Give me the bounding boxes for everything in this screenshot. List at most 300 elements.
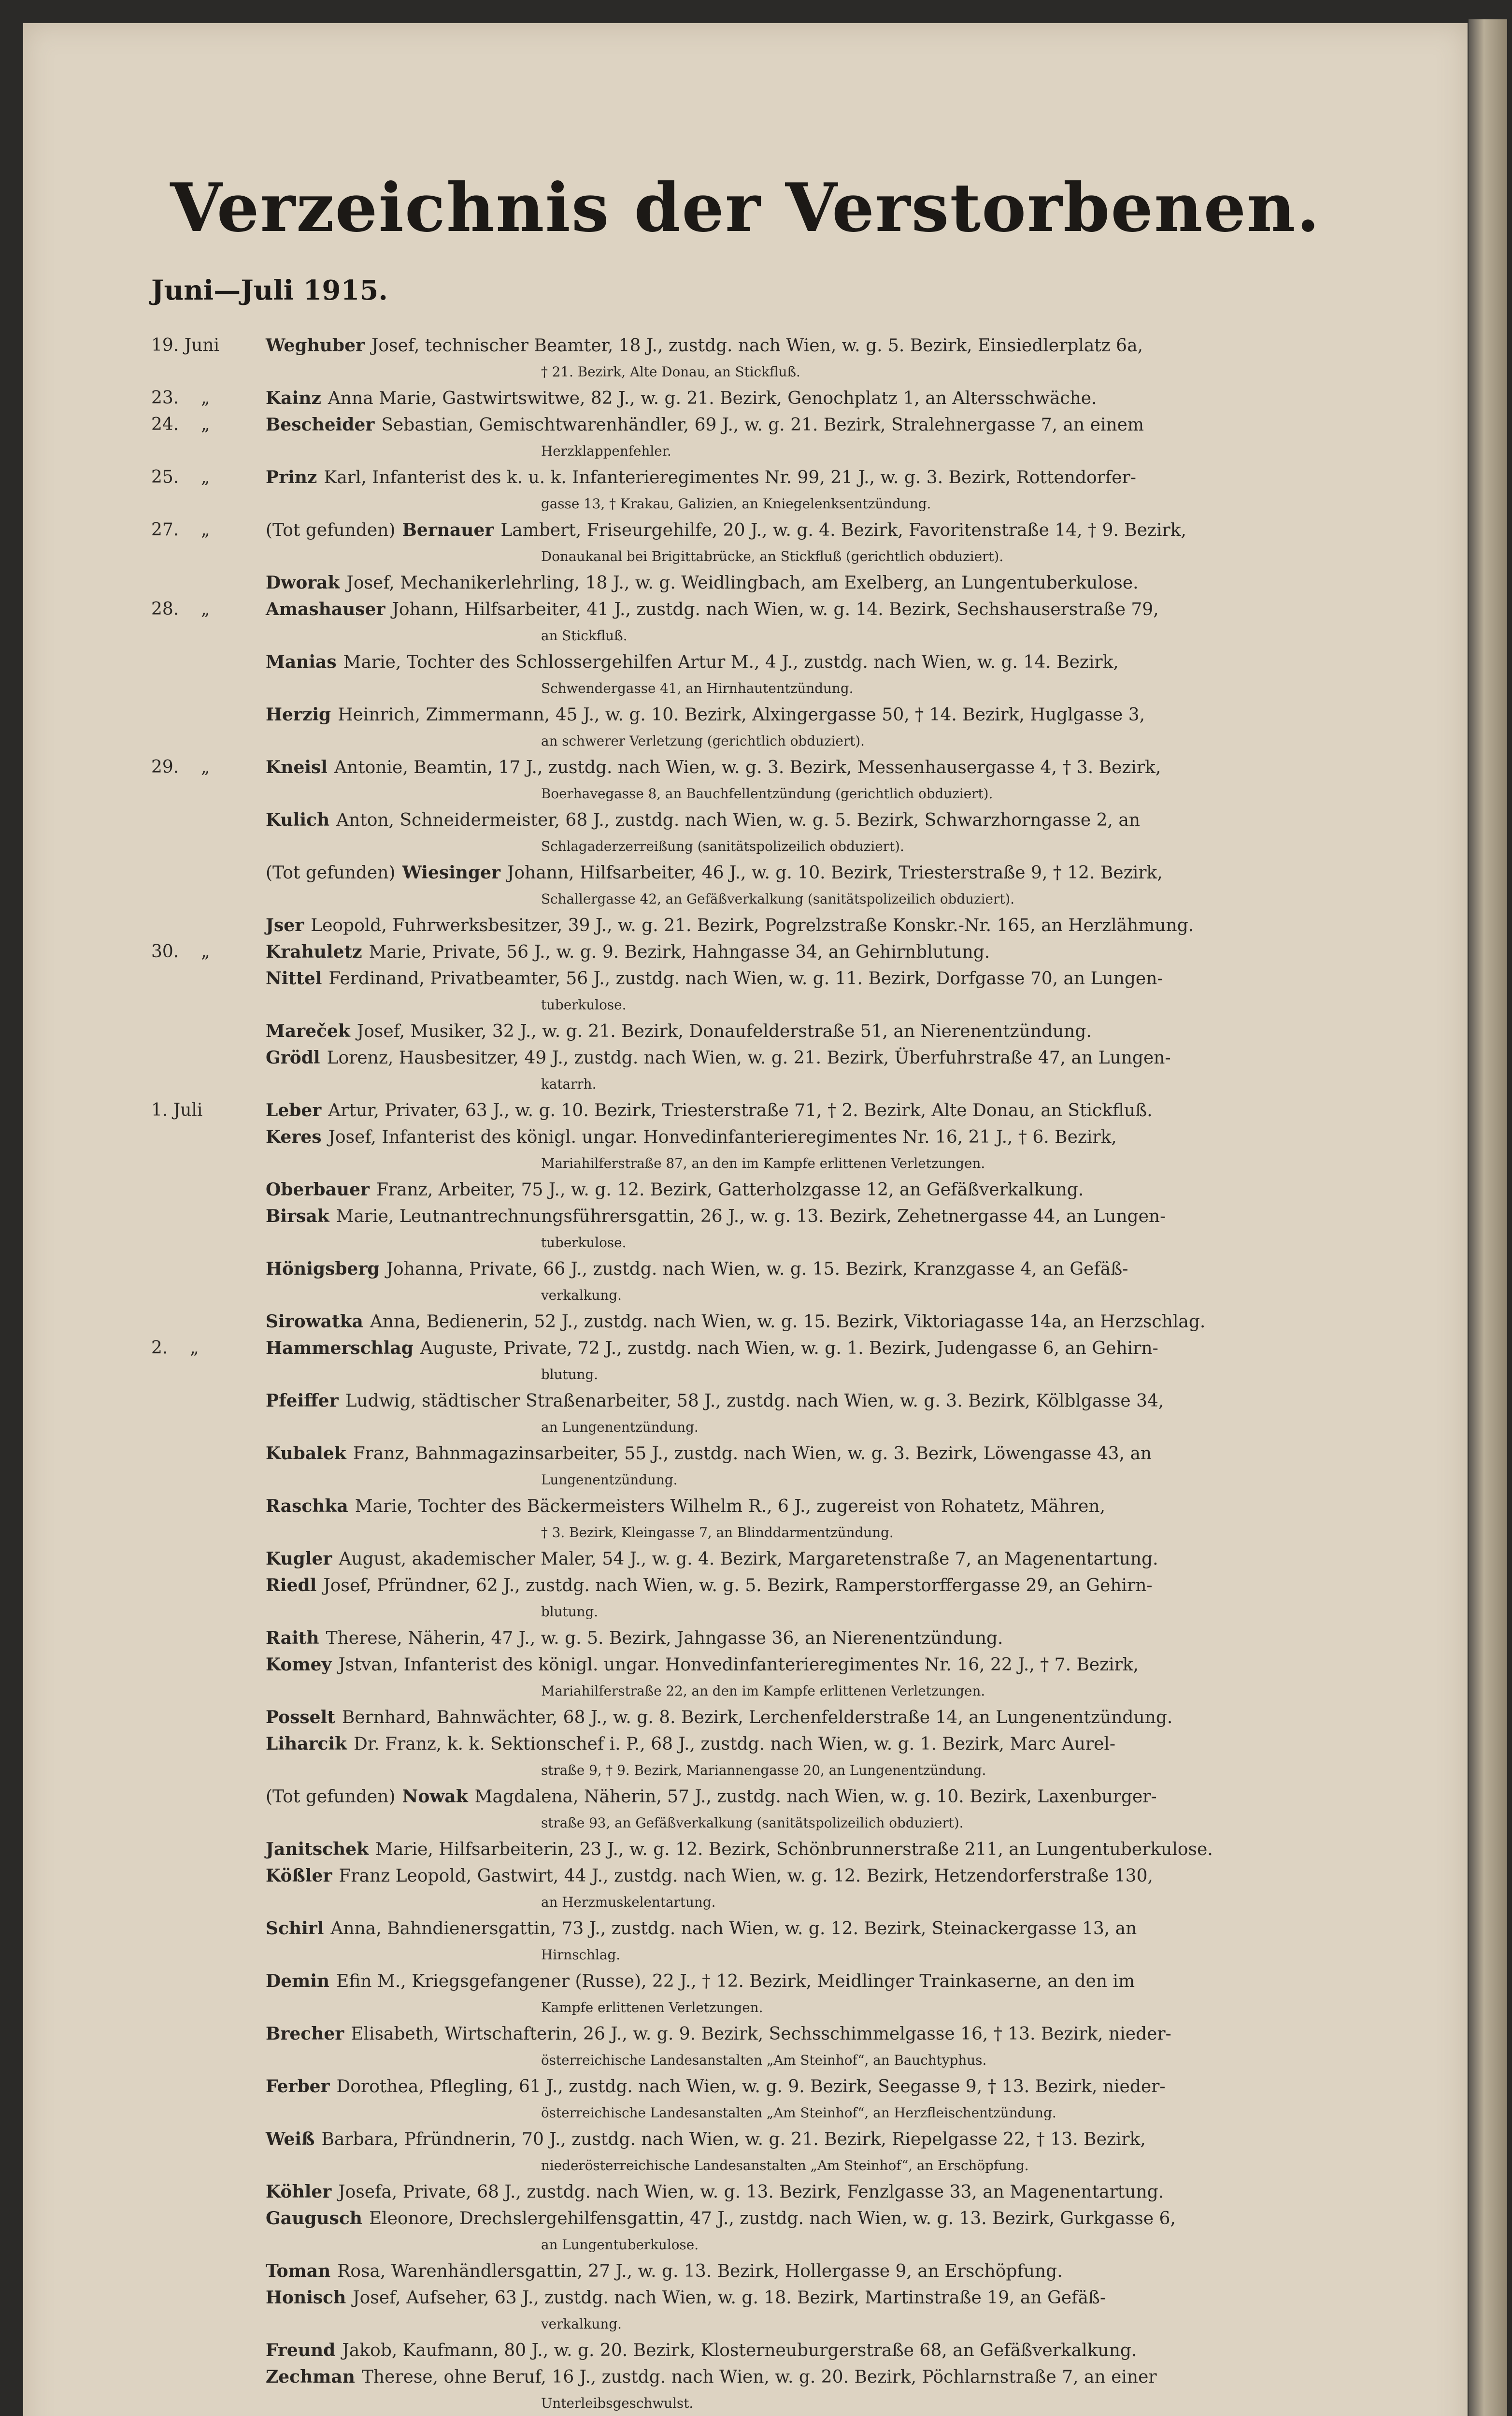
entry-text: an Herzmuskelentartung. <box>541 1894 716 1910</box>
entry-surname: Riedl <box>266 1575 317 1596</box>
entry-body <box>266 385 1472 412</box>
entry-surname: Leber <box>266 1100 322 1121</box>
entry-line <box>266 2021 1472 2047</box>
entry-surname: Schirl <box>266 1918 324 1939</box>
entry-line <box>266 332 1472 359</box>
entry-text: Sebastian, Gemischtwarenhändler, 69 J., w. g. 21. Bezirk, Stralehnergasse 7, an einem <box>381 415 1144 435</box>
entry-date: 25. „ <box>151 467 210 487</box>
list-item <box>151 912 1472 939</box>
list-item <box>151 965 1472 1018</box>
entry-line <box>266 807 1472 834</box>
entry-body <box>266 1309 1472 1335</box>
entry-text: Ferdinand, Privatbeamter, 56 J., zustdg. nach Wien, w. g. 11. Bezirk, Dorfgasse 70, an Lungen- <box>328 969 1163 989</box>
entry-body <box>266 2126 1472 2179</box>
entry-line <box>266 1599 1472 1625</box>
period-subheading: Juni—Juli 1915. <box>151 274 388 306</box>
entry-surname: Wiesinger <box>402 863 501 883</box>
entry-line <box>266 992 1472 1018</box>
entry-surname: Honisch <box>266 2287 346 2308</box>
entry-body <box>266 2205 1472 2258</box>
entry-text: Hirnschlag. <box>541 1947 621 1963</box>
entry-surname: Freund <box>266 2340 336 2360</box>
entry-surname: Bernauer <box>402 520 494 540</box>
entry-text: Johann, Hilfsarbeiter, 41 J., zustdg. nach Wien, w. g. 14. Bezirk, Sechshauserstraße 79, <box>392 600 1159 619</box>
entry-line <box>266 834 1472 860</box>
entry-date: 2. „ <box>151 1338 199 1358</box>
entry-line <box>266 1757 1472 1783</box>
entry-surname: Hammerschlag <box>266 1338 414 1358</box>
entry-line <box>266 1863 1472 1889</box>
entry-surname: Sirowatka <box>266 1311 363 1332</box>
entry-line <box>266 1915 1472 1942</box>
entry-line <box>266 1783 1472 1810</box>
entry-text: an Lungentuberkulose. <box>541 2237 699 2253</box>
entry-text: Marie, Leutnantrechnungsführersgattin, 26 J., w. g. 13. Bezirk, Zehetnergasse 44, an Lungen- <box>336 1207 1166 1226</box>
entry-line <box>266 676 1472 702</box>
entry-body <box>266 1968 1472 2021</box>
entry-line <box>266 1018 1472 1045</box>
entry-surname: Keres <box>266 1127 322 1147</box>
entry-surname: Birsak <box>266 1206 329 1226</box>
entry-surname: Kainz <box>266 388 321 408</box>
entry-body <box>266 1045 1472 1097</box>
entry-line <box>266 1440 1472 1467</box>
entry-line <box>266 649 1472 676</box>
entry-body <box>266 2285 1472 2337</box>
entry-body <box>266 2258 1472 2285</box>
entry-text: Therese, ohne Beruf, 16 J., zustdg. nach Wien, w. g. 20. Bezirk, Pöchlarnstraße 7, an einer <box>361 2367 1157 2387</box>
list-item <box>151 1731 1472 1783</box>
entry-body <box>266 702 1472 754</box>
entry-line <box>266 728 1472 754</box>
entry-line <box>266 517 1472 544</box>
entry-line <box>266 2285 1472 2311</box>
entry-body <box>266 570 1472 596</box>
death-register-list <box>151 332 1472 2416</box>
entry-text: katarrh. <box>541 1076 597 1092</box>
list-item <box>151 1704 1472 1731</box>
entry-body <box>266 1731 1472 1783</box>
entry-surname: Brecher <box>266 2024 344 2044</box>
entry-line <box>266 2047 1472 2073</box>
entry-surname: Gaugusch <box>266 2208 362 2229</box>
entry-line <box>266 1177 1472 1203</box>
entry-text: tuberkulose. <box>541 997 627 1013</box>
entry-line <box>266 781 1472 807</box>
list-item <box>151 807 1472 860</box>
entry-body <box>266 1652 1472 1704</box>
entry-text: Barbara, Pfründnerin, 70 J., zustdg. nach Wien, w. g. 21. Bezirk, Riepelgasse 22, † 13. Bezirk, <box>321 2129 1146 2149</box>
entry-text: † 21. Bezirk, Alte Donau, an Stickfluß. <box>541 364 800 380</box>
entry-text: blutung. <box>541 1604 599 1620</box>
entry-text: Leopold, Fuhrwerksbesitzer, 39 J., w. g. 21. Bezirk, Pogrelzstraße Konskr.-Nr. 165, an Herzlähmung. <box>311 916 1194 935</box>
list-item <box>151 2337 1472 2364</box>
list-item <box>151 1783 1472 1836</box>
entry-text: Mariahilferstraße 22, an den im Kampfe erlittenen Verletzungen. <box>541 1683 985 1699</box>
entry-line <box>266 1942 1472 1968</box>
entry-body <box>266 1203 1472 1256</box>
list-item <box>151 1915 1472 1968</box>
list-item <box>151 1018 1472 1045</box>
entry-text: Marie, Tochter des Schlossergehilfen Artur M., 4 J., zustdg. nach Wien, w. g. 14. Bezirk, <box>343 652 1119 672</box>
entry-surname: Raschka <box>266 1496 348 1516</box>
entry-body <box>266 2337 1472 2364</box>
entry-text: Johanna, Private, 66 J., zustdg. nach Wien, w. g. 15. Bezirk, Kranzgasse 4, an Gefäß- <box>386 1259 1128 1279</box>
entry-text: Anna Marie, Gastwirtswitwe, 82 J., w. g. 21. Bezirk, Genochplatz 1, an Altersschwäche. <box>328 388 1097 408</box>
entry-surname: Manias <box>266 652 337 672</box>
entry-line <box>266 2179 1472 2205</box>
entry-surname: Kößler <box>266 1866 332 1886</box>
entry-text: Jstvan, Infanterist des königl. ungar. Honvedinfanterieregimentes Nr. 16, 22 J., † 7. Bezirk, <box>338 1655 1139 1675</box>
entry-date: 23. „ <box>151 388 210 408</box>
entry-text: Kampfe erlittenen Verletzungen. <box>541 1999 763 2015</box>
entry-surname: Amashauser <box>266 599 385 619</box>
entry-line <box>266 1889 1472 1915</box>
entry-line <box>266 860 1472 886</box>
entry-surname: Kugler <box>266 1549 332 1569</box>
entry-surname: Herzig <box>266 705 331 725</box>
entry-text: Karl, Infanterist des k. u. k. Infanterieregimentes Nr. 99, 21 J., w. g. 3. Bezirk, Rottendorfer- <box>324 468 1136 488</box>
entry-surname: Posselt <box>266 1707 335 1727</box>
entry-text: an schwerer Verletzung (gerichtlich obduziert). <box>541 733 865 749</box>
entry-body <box>266 1177 1472 1203</box>
entry-surname: Nowak <box>402 1786 468 1807</box>
entry-text: Josefa, Private, 68 J., zustdg. nach Wien, w. g. 13. Bezirk, Fenzlgasse 33, an Magenentartung. <box>338 2182 1164 2202</box>
entry-line <box>266 1546 1472 1572</box>
list-item <box>151 2364 1472 2416</box>
entry-text: Schwendergasse 41, an Hirnhautentzündung. <box>541 680 854 696</box>
entry-surname: Kulich <box>266 810 330 830</box>
entry-line <box>266 1467 1472 1493</box>
entry-body <box>266 1256 1472 1309</box>
entry-text: Johann, Hilfsarbeiter, 46 J., w. g. 10. Bezirk, Triesterstraße 9, † 12. Bezirk, <box>507 863 1163 883</box>
entry-line <box>266 1309 1472 1335</box>
list-item <box>151 570 1472 596</box>
entry-text: tuberkulose. <box>541 1235 627 1251</box>
entry-surname: Janitschek <box>266 1839 369 1859</box>
entry-surname: Ferber <box>266 2076 330 2097</box>
entry-line <box>266 1625 1472 1652</box>
entry-text: Anna, Bedienerin, 52 J., zustdg. nach Wien, w. g. 15. Bezirk, Viktoriagasse 14a, an Herzschlag. <box>370 1312 1206 1332</box>
entry-line <box>266 1652 1472 1678</box>
entry-body <box>266 1440 1472 1493</box>
entry-body <box>266 807 1472 860</box>
list-item <box>151 860 1472 912</box>
entry-body <box>266 412 1472 464</box>
entry-line <box>266 1968 1472 1995</box>
entry-body <box>266 517 1472 570</box>
entry-line <box>266 570 1472 596</box>
entry-text: Franz, Bahnmagazinsarbeiter, 55 J., zustdg. nach Wien, w. g. 3. Bezirk, Löwengasse 43, an <box>353 1444 1152 1464</box>
entry-body <box>266 332 1472 385</box>
list-item <box>151 2179 1472 2205</box>
entry-line <box>266 1282 1472 1309</box>
entry-line <box>266 1704 1472 1731</box>
entry-text: Josef, Mechanikerlehrling, 18 J., w. g. Weidlingbach, am Exelberg, an Lungentuberkulose. <box>346 573 1139 593</box>
entry-text: Josef, Musiker, 32 J., w. g. 21. Bezirk, Donaufelderstraße 51, an Nierenentzündung. <box>357 1021 1092 1041</box>
entry-body <box>266 860 1472 912</box>
entry-body <box>266 1704 1472 1731</box>
entry-line <box>266 2232 1472 2258</box>
entry-text: verkalkung. <box>541 1287 622 1303</box>
entry-body <box>266 649 1472 702</box>
list-item <box>151 754 1472 807</box>
entry-body <box>266 1572 1472 1625</box>
entry-text: Bernhard, Bahnwächter, 68 J., w. g. 8. Bezirk, Lerchenfelderstraße 14, an Lungenentzündung. <box>342 1708 1173 1727</box>
entry-line <box>266 1097 1472 1124</box>
entry-body <box>266 1388 1472 1440</box>
entry-body <box>266 1335 1472 1388</box>
list-item <box>151 2205 1472 2258</box>
entry-text: Lambert, Friseurgehilfe, 20 J., w. g. 4. Bezirk, Favoritenstraße 14, † 9. Bezirk, <box>500 520 1186 540</box>
entry-surname: Toman <box>266 2261 331 2281</box>
entry-line <box>266 2390 1472 2416</box>
list-item <box>151 332 1472 385</box>
entry-line <box>266 1203 1472 1230</box>
entry-text: Heinrich, Zimmermann, 45 J., w. g. 10. Bezirk, Alxingergasse 50, † 14. Bezirk, Huglgasse 3, <box>338 705 1145 725</box>
entry-body <box>266 464 1472 517</box>
entry-body <box>266 1546 1472 1572</box>
entry-text: Rosa, Warenhändlersgattin, 27 J., w. g. 13. Bezirk, Hollergasse 9, an Erschöpfung. <box>337 2261 1063 2281</box>
entry-text: an Stickfluß. <box>541 628 628 644</box>
entry-line <box>266 1414 1472 1440</box>
entry-line <box>266 2311 1472 2337</box>
entry-line <box>266 2153 1472 2179</box>
entry-line <box>266 754 1472 781</box>
entry-text: österreichische Landesanstalten „Am Steinhof“, an Herzfleischentzündung. <box>541 2105 1056 2121</box>
entry-note: (Tot gefunden) <box>266 1787 396 1807</box>
entry-line <box>266 1810 1472 1836</box>
entry-text: Josef, Infanterist des königl. ungar. Honvedinfanterieregimentes Nr. 16, 21 J., † 6. Bezirk, <box>328 1127 1117 1147</box>
entry-line <box>266 385 1472 412</box>
entry-line <box>266 1572 1472 1599</box>
entry-text: Marie, Tochter des Bäckermeisters Wilhelm R., 6 J., zugereist von Rohatetz, Mähren, <box>355 1496 1106 1516</box>
list-item <box>151 1440 1472 1493</box>
entry-body <box>266 2179 1472 2205</box>
entry-line <box>266 491 1472 517</box>
entry-surname: Kubalek <box>266 1443 346 1464</box>
list-item <box>151 1863 1472 1915</box>
entry-text: Franz Leopold, Gastwirt, 44 J., zustdg. nach Wien, w. g. 12. Bezirk, Hetzendorferstraße 130, <box>339 1866 1153 1886</box>
entry-surname: Oberbauer <box>266 1179 370 1200</box>
entry-text: niederösterreichische Landesanstalten „Am Steinhof“, an Erschöpfung. <box>541 2157 1029 2173</box>
entry-surname: Jser <box>266 915 304 935</box>
list-item <box>151 1335 1472 1388</box>
entry-line <box>266 1388 1472 1414</box>
list-item <box>151 1124 1472 1177</box>
entry-surname: Prinz <box>266 467 317 488</box>
entry-body <box>266 939 1472 965</box>
entry-line <box>266 1995 1472 2021</box>
entry-text: Antonie, Beamtin, 17 J., zustdg. nach Wien, w. g. 3. Bezirk, Messenhausergasse 4, † 3. Bezirk, <box>334 758 1161 777</box>
entry-body <box>266 1097 1472 1124</box>
entry-body <box>266 1863 1472 1915</box>
entry-text: Marie, Hilfsarbeiterin, 23 J., w. g. 12. Bezirk, Schönbrunnerstraße 211, an Lungentuberkulose. <box>375 1840 1213 1859</box>
entry-text: Ludwig, städtischer Straßenarbeiter, 58 J., zustdg. nach Wien, w. g. 3. Bezirk, Kölblgasse 34, <box>345 1391 1164 1411</box>
entry-line <box>266 1678 1472 1704</box>
entry-text: straße 93, an Gefäßverkalkung (sanitätspolizeilich obduziert). <box>541 1815 964 1831</box>
entry-text: Josef, Aufseher, 63 J., zustdg. nach Wien, w. g. 18. Bezirk, Martinstraße 19, an Gefäß- <box>353 2288 1106 2308</box>
entry-text: Mariahilferstraße 87, an den im Kampfe erlittenen Verletzungen. <box>541 1155 985 1171</box>
list-item <box>151 1836 1472 1863</box>
entry-line <box>266 2100 1472 2126</box>
entry-text: Dr. Franz, k. k. Sektionschef i. P., 68 J., zustdg. nach Wien, w. g. 1. Bezirk, Marc Aurel- <box>354 1734 1116 1754</box>
entry-line <box>266 544 1472 570</box>
entry-line <box>266 1256 1472 1282</box>
entry-text: Lungenentzündung. <box>541 1472 678 1488</box>
entry-body <box>266 1493 1472 1546</box>
entry-date: 1. Juli <box>151 1100 203 1120</box>
list-item <box>151 2285 1472 2337</box>
entry-body <box>266 1625 1472 1652</box>
entry-text: gasse 13, † Krakau, Galizien, an Kniegelenksentzündung. <box>541 496 931 512</box>
entry-text: Magdalena, Näherin, 57 J., zustdg. nach Wien, w. g. 10. Bezirk, Laxenburger- <box>474 1787 1157 1807</box>
entry-line <box>266 1520 1472 1546</box>
entry-surname: Krahuletz <box>266 942 362 962</box>
entry-text: August, akademischer Maler, 54 J., w. g. 4. Bezirk, Margaretenstraße 7, an Magenentartung. <box>339 1549 1158 1569</box>
entry-text: Elisabeth, Wirtschafterin, 26 J., w. g. 9. Bezirk, Sechsschimmelgasse 16, † 13. Bezirk, nieder- <box>351 2024 1171 2044</box>
entry-surname: Mareček <box>266 1021 350 1041</box>
entry-body <box>266 1018 1472 1045</box>
entry-text: Schlagaderzerreißung (sanitätspolizeilich obduziert). <box>541 838 904 854</box>
entry-line <box>266 2073 1472 2100</box>
entry-body <box>266 1783 1472 1836</box>
entry-line <box>266 2205 1472 2232</box>
list-item <box>151 385 1472 412</box>
entry-body <box>266 2364 1472 2416</box>
entry-text: † 3. Bezirk, Kleingasse 7, an Blinddarmentzündung. <box>541 1524 894 1540</box>
list-item <box>151 1652 1472 1704</box>
entry-text: Efin M., Kriegsgefangener (Russe), 22 J., † 12. Bezirk, Meidlinger Trainkaserne, an den im <box>336 1971 1135 1991</box>
entry-surname: Grödl <box>266 1048 320 1068</box>
entry-text: Marie, Private, 56 J., w. g. 9. Bezirk, Hahngasse 34, an Gehirnblutung. <box>369 942 990 962</box>
entry-date: 28. „ <box>151 599 210 619</box>
entry-line <box>266 1230 1472 1256</box>
entry-surname: Weghuber <box>266 335 365 356</box>
entry-text: Boerhavegasse 8, an Bauchfellentzündung (gerichtlich obduziert). <box>541 786 993 802</box>
entry-line <box>266 623 1472 649</box>
entry-surname: Hönigsberg <box>266 1259 380 1279</box>
entry-text: blutung. <box>541 1366 599 1382</box>
entry-line <box>266 965 1472 992</box>
entry-text: Unterleibsgeschwulst. <box>541 2395 694 2411</box>
list-item <box>151 1625 1472 1652</box>
entry-body <box>266 965 1472 1018</box>
entry-body <box>266 2073 1472 2126</box>
entry-body <box>266 1836 1472 1863</box>
entry-line <box>266 1071 1472 1097</box>
entry-line <box>266 1124 1472 1150</box>
entry-line <box>266 702 1472 728</box>
list-item <box>151 2073 1472 2126</box>
book-edge <box>1469 19 1507 2416</box>
list-item <box>151 1388 1472 1440</box>
entry-body <box>266 2021 1472 2073</box>
entry-text: Lorenz, Hausbesitzer, 49 J., zustdg. nach Wien, w. g. 21. Bezirk, Überfuhrstraße 47, an Lungen- <box>327 1048 1171 1068</box>
list-item <box>151 1097 1472 1124</box>
entry-body <box>266 912 1472 939</box>
entry-surname: Zechman <box>266 2367 355 2387</box>
entry-line <box>266 1150 1472 1177</box>
entry-line <box>266 1335 1472 1362</box>
entry-text: straße 9, † 9. Bezirk, Mariannengasse 20, an Lungenentzündung. <box>541 1762 986 1778</box>
entry-line <box>266 1836 1472 1863</box>
entry-line <box>266 2258 1472 2285</box>
list-item <box>151 1203 1472 1256</box>
list-item <box>151 517 1472 570</box>
entry-body <box>266 1124 1472 1177</box>
entry-date: 30. „ <box>151 942 210 962</box>
entry-surname: Kneisl <box>266 757 328 777</box>
list-item <box>151 1045 1472 1097</box>
entry-line <box>266 939 1472 965</box>
list-item <box>151 1493 1472 1546</box>
entry-date: 19. Juni <box>151 335 220 355</box>
document-page <box>23 23 1468 2416</box>
entry-line <box>266 438 1472 464</box>
entry-body <box>266 754 1472 807</box>
entry-surname: Liharcik <box>266 1734 347 1754</box>
entry-line <box>266 2337 1472 2364</box>
list-item <box>151 2126 1472 2179</box>
entry-text: Auguste, Private, 72 J., zustdg. nach Wien, w. g. 1. Bezirk, Judengasse 6, an Gehirn- <box>420 1338 1158 1358</box>
entry-date: 29. „ <box>151 757 210 777</box>
entry-line <box>266 1045 1472 1071</box>
entry-surname: Nittel <box>266 968 322 989</box>
list-item <box>151 1546 1472 1572</box>
entry-text: österreichische Landesanstalten „Am Steinhof“, an Bauchtyphus. <box>541 2052 987 2068</box>
entry-surname: Köhler <box>266 2182 332 2202</box>
entry-line <box>266 464 1472 491</box>
entry-body <box>266 596 1472 649</box>
list-item <box>151 412 1472 464</box>
entry-surname: Raith <box>266 1628 319 1648</box>
list-item <box>151 2021 1472 2073</box>
entry-text: Jakob, Kaufmann, 80 J., w. g. 20. Bezirk, Klosterneuburgerstraße 68, an Gefäßverkalkung. <box>342 2341 1137 2360</box>
entry-line <box>266 912 1472 939</box>
entry-text: an Lungenentzündung. <box>541 1419 699 1435</box>
entry-line <box>266 886 1472 912</box>
entry-surname: Dworak <box>266 573 340 593</box>
entry-text: Artur, Privater, 63 J., w. g. 10. Bezirk, Triesterstraße 71, † 2. Bezirk, Alte Donau, an Stickfluß. <box>328 1101 1153 1121</box>
page-title: Verzeichnis der Verstorbenen. <box>170 168 1321 247</box>
list-item <box>151 702 1472 754</box>
entry-text: Josef, Pfründner, 62 J., zustdg. nach Wien, w. g. 5. Bezirk, Ramperstorffergasse 29, an Gehirn- <box>323 1576 1153 1596</box>
list-item <box>151 1177 1472 1203</box>
list-item <box>151 649 1472 702</box>
entry-line <box>266 1493 1472 1520</box>
entry-text: Eleonore, Drechslergehilfensgattin, 47 J., zustdg. nach Wien, w. g. 13. Bezirk, Gurkgasse 6, <box>369 2209 1176 2229</box>
entry-line <box>266 2364 1472 2390</box>
entry-note: (Tot gefunden) <box>266 520 396 540</box>
entry-line <box>266 2126 1472 2153</box>
list-item <box>151 464 1472 517</box>
entry-text: Donaukanal bei Brigittabrücke, an Stickfluß (gerichtlich obduziert). <box>541 548 1004 564</box>
entry-text: Herzklappenfehler. <box>541 443 671 459</box>
list-item <box>151 939 1472 965</box>
entry-surname: Pfeiffer <box>266 1391 339 1411</box>
entry-surname: Komey <box>266 1654 332 1675</box>
entry-text: verkalkung. <box>541 2316 622 2332</box>
entry-surname: Demin <box>266 1971 330 1991</box>
entry-text: Franz, Arbeiter, 75 J., w. g. 12. Bezirk, Gatterholzgasse 12, an Gefäßverkalkung. <box>376 1180 1084 1200</box>
entry-text: Josef, technischer Beamter, 18 J., zustdg. nach Wien, w. g. 5. Bezirk, Einsiedlerplatz 6a, <box>371 336 1143 356</box>
entry-line <box>266 1731 1472 1757</box>
list-item <box>151 1968 1472 2021</box>
list-item <box>151 596 1472 649</box>
entry-text: Dorothea, Pflegling, 61 J., zustdg. nach Wien, w. g. 9. Bezirk, Seegasse 9, † 13. Bezirk, nieder- <box>336 2077 1166 2097</box>
entry-text: Therese, Näherin, 47 J., w. g. 5. Bezirk, Jahngasse 36, an Nierenentzündung. <box>326 1628 1003 1648</box>
